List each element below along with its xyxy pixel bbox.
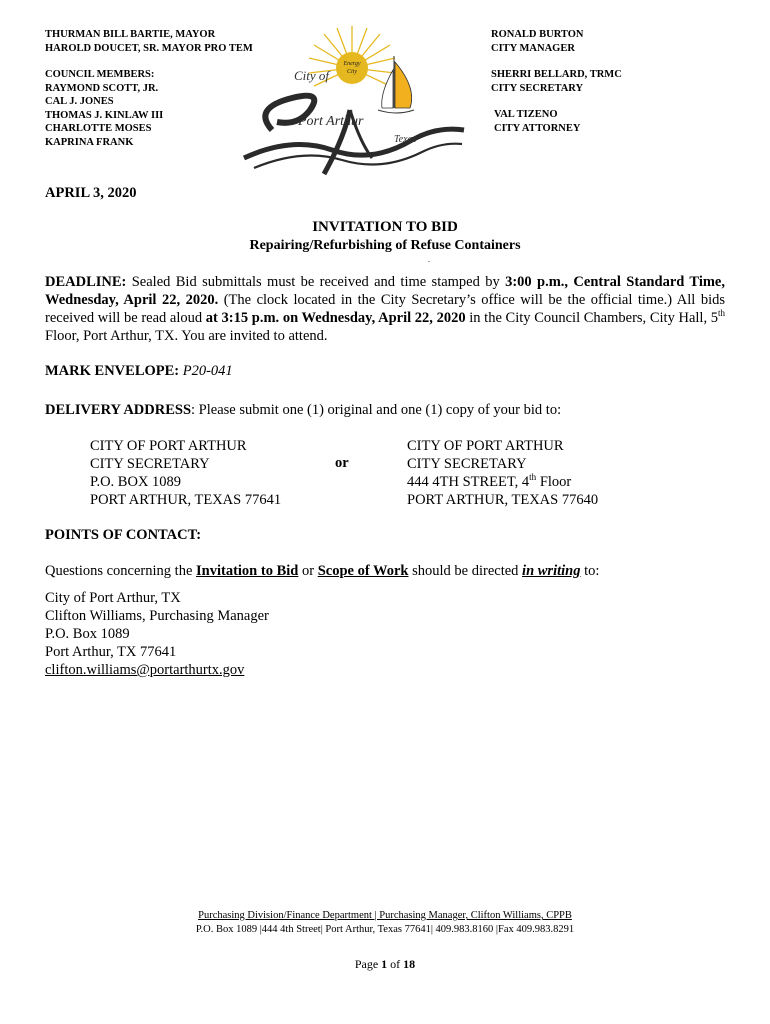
page-number: Page 1 of 18 xyxy=(354,957,416,971)
invitation-to-bid-ref: Invitation to Bid xyxy=(196,563,299,579)
city-secretary-title: CITY SECRETARY xyxy=(491,82,584,94)
document-subtitle: Repairing/Refurbishing of Refuse Containers xyxy=(249,238,521,253)
mayor-pro-tem-line: HAROLD DOUCET, SR. MAYOR PRO TEM xyxy=(45,42,253,54)
deadline-paragraph xyxy=(45,273,725,345)
footer-address: P.O. Box 1089 |444 4th Street| Port Arthur, Texas 77641| 409.983.8160 |Fax 409.983.8291 xyxy=(195,924,575,935)
address-line: 444 4TH STREET, 4th Floor xyxy=(407,472,572,490)
deadline-text: Floor, Port Arthur, TX. You are invited to attend. xyxy=(45,328,328,344)
council-member: KAPRINA FRANK xyxy=(45,136,134,148)
contact-email-link[interactable]: clifton.williams@portarthurtx.gov xyxy=(45,662,245,678)
mark-envelope xyxy=(45,363,233,380)
logo-texas: Texas xyxy=(394,134,417,145)
city-logo xyxy=(232,18,472,183)
contact-block xyxy=(45,589,269,679)
officials-list-right xyxy=(491,28,622,135)
mayor-line: THURMAN BILL BARTIE, MAYOR xyxy=(45,29,216,40)
address-line: CITY SECRETARY xyxy=(90,456,210,472)
delivery-address-line xyxy=(45,402,561,419)
address-line: CITY OF PORT ARTHUR xyxy=(90,438,247,454)
document-date: APRIL 3, 2020 xyxy=(45,185,137,201)
sailboat-icon xyxy=(378,56,414,113)
address-line: CITY OF PORT ARTHUR xyxy=(407,438,564,454)
city-attorney-title: CITY ATTORNEY xyxy=(494,122,581,134)
logo-city-of: City of xyxy=(294,68,330,83)
council-member: THOMAS J. KINLAW III xyxy=(45,109,164,121)
svg-text:City: City xyxy=(347,69,357,75)
deadline-label: DEADLINE: xyxy=(45,274,127,290)
po-box-address xyxy=(90,437,281,509)
mark-envelope-value: P20-041 xyxy=(182,363,233,379)
contact-line: P.O. Box 1089 xyxy=(45,626,130,642)
address-line: PORT ARTHUR, TEXAS 77640 xyxy=(407,492,599,508)
points-of-contact-heading: POINTS OF CONTACT: xyxy=(45,527,202,543)
svg-text:Energy: Energy xyxy=(343,61,361,67)
delivery-address-label: DELIVERY ADDRESS xyxy=(45,402,192,418)
document-title: INVITATION TO BID xyxy=(312,219,458,235)
city-manager-title: CITY MANAGER xyxy=(491,42,575,54)
city-secretary-name: SHERRI BELLARD, TRMC xyxy=(491,69,622,80)
sun-icon xyxy=(336,52,368,84)
contact-line: Clifton Williams, Purchasing Manager xyxy=(45,608,269,624)
bid-opening-time: at 3:15 p.m. on Wednesday, April 22, 2020 xyxy=(205,310,466,326)
deadline-text: in the City Council Chambers, City Hall, 5 xyxy=(465,310,718,326)
city-attorney-name: VAL TIZENO xyxy=(494,109,558,120)
deadline-time: 3:00 p.m., Central Standard Time, Wednesday, April 22, 2020. xyxy=(45,274,725,308)
deadline-text: (The clock located in the City Secretary’s office will be the official time.) All bids received will be read aloud xyxy=(45,292,725,326)
stray-dot: . xyxy=(428,255,430,264)
scope-of-work-ref: Scope of Work xyxy=(317,563,409,579)
council-members-heading: COUNCIL MEMBERS: xyxy=(45,69,155,80)
logo-port-arthur: Port Arthur xyxy=(298,114,364,129)
city-manager-name: RONALD BURTON xyxy=(491,29,584,40)
or-separator: or xyxy=(335,455,349,471)
street-address xyxy=(407,437,598,509)
council-member: CAL J. JONES xyxy=(45,96,114,107)
in-writing-emphasis: in writing xyxy=(522,563,581,579)
ordinal-sup: th xyxy=(717,308,725,319)
footer-department: Purchasing Division/Finance Department | Purchasing Manager, Clifton Williams, CPPB xyxy=(198,910,572,921)
mark-envelope-label: MARK ENVELOPE: xyxy=(45,363,180,379)
officials-list-left xyxy=(45,28,253,149)
logo-swash xyxy=(244,96,464,174)
contact-line: City of Port Arthur, TX xyxy=(45,590,181,606)
council-member: CHARLOTTE MOSES xyxy=(45,123,152,134)
delivery-address-text: : Please submit one (1) original and one (1) copy of your bid to: xyxy=(191,402,562,418)
address-line: P.O. BOX 1089 xyxy=(90,474,182,490)
council-member: RAYMOND SCOTT, JR. xyxy=(45,82,159,94)
contact-line: Port Arthur, TX 77641 xyxy=(45,644,177,660)
deadline-text: Sealed Bid submittals must be received and time stamped by xyxy=(126,274,506,290)
address-line: PORT ARTHUR, TEXAS 77641 xyxy=(90,492,282,508)
questions-line: Questions concerning the Invitation to Bid or Scope of Work should be directed in writing to: xyxy=(45,563,600,579)
address-line: CITY SECRETARY xyxy=(407,456,527,472)
